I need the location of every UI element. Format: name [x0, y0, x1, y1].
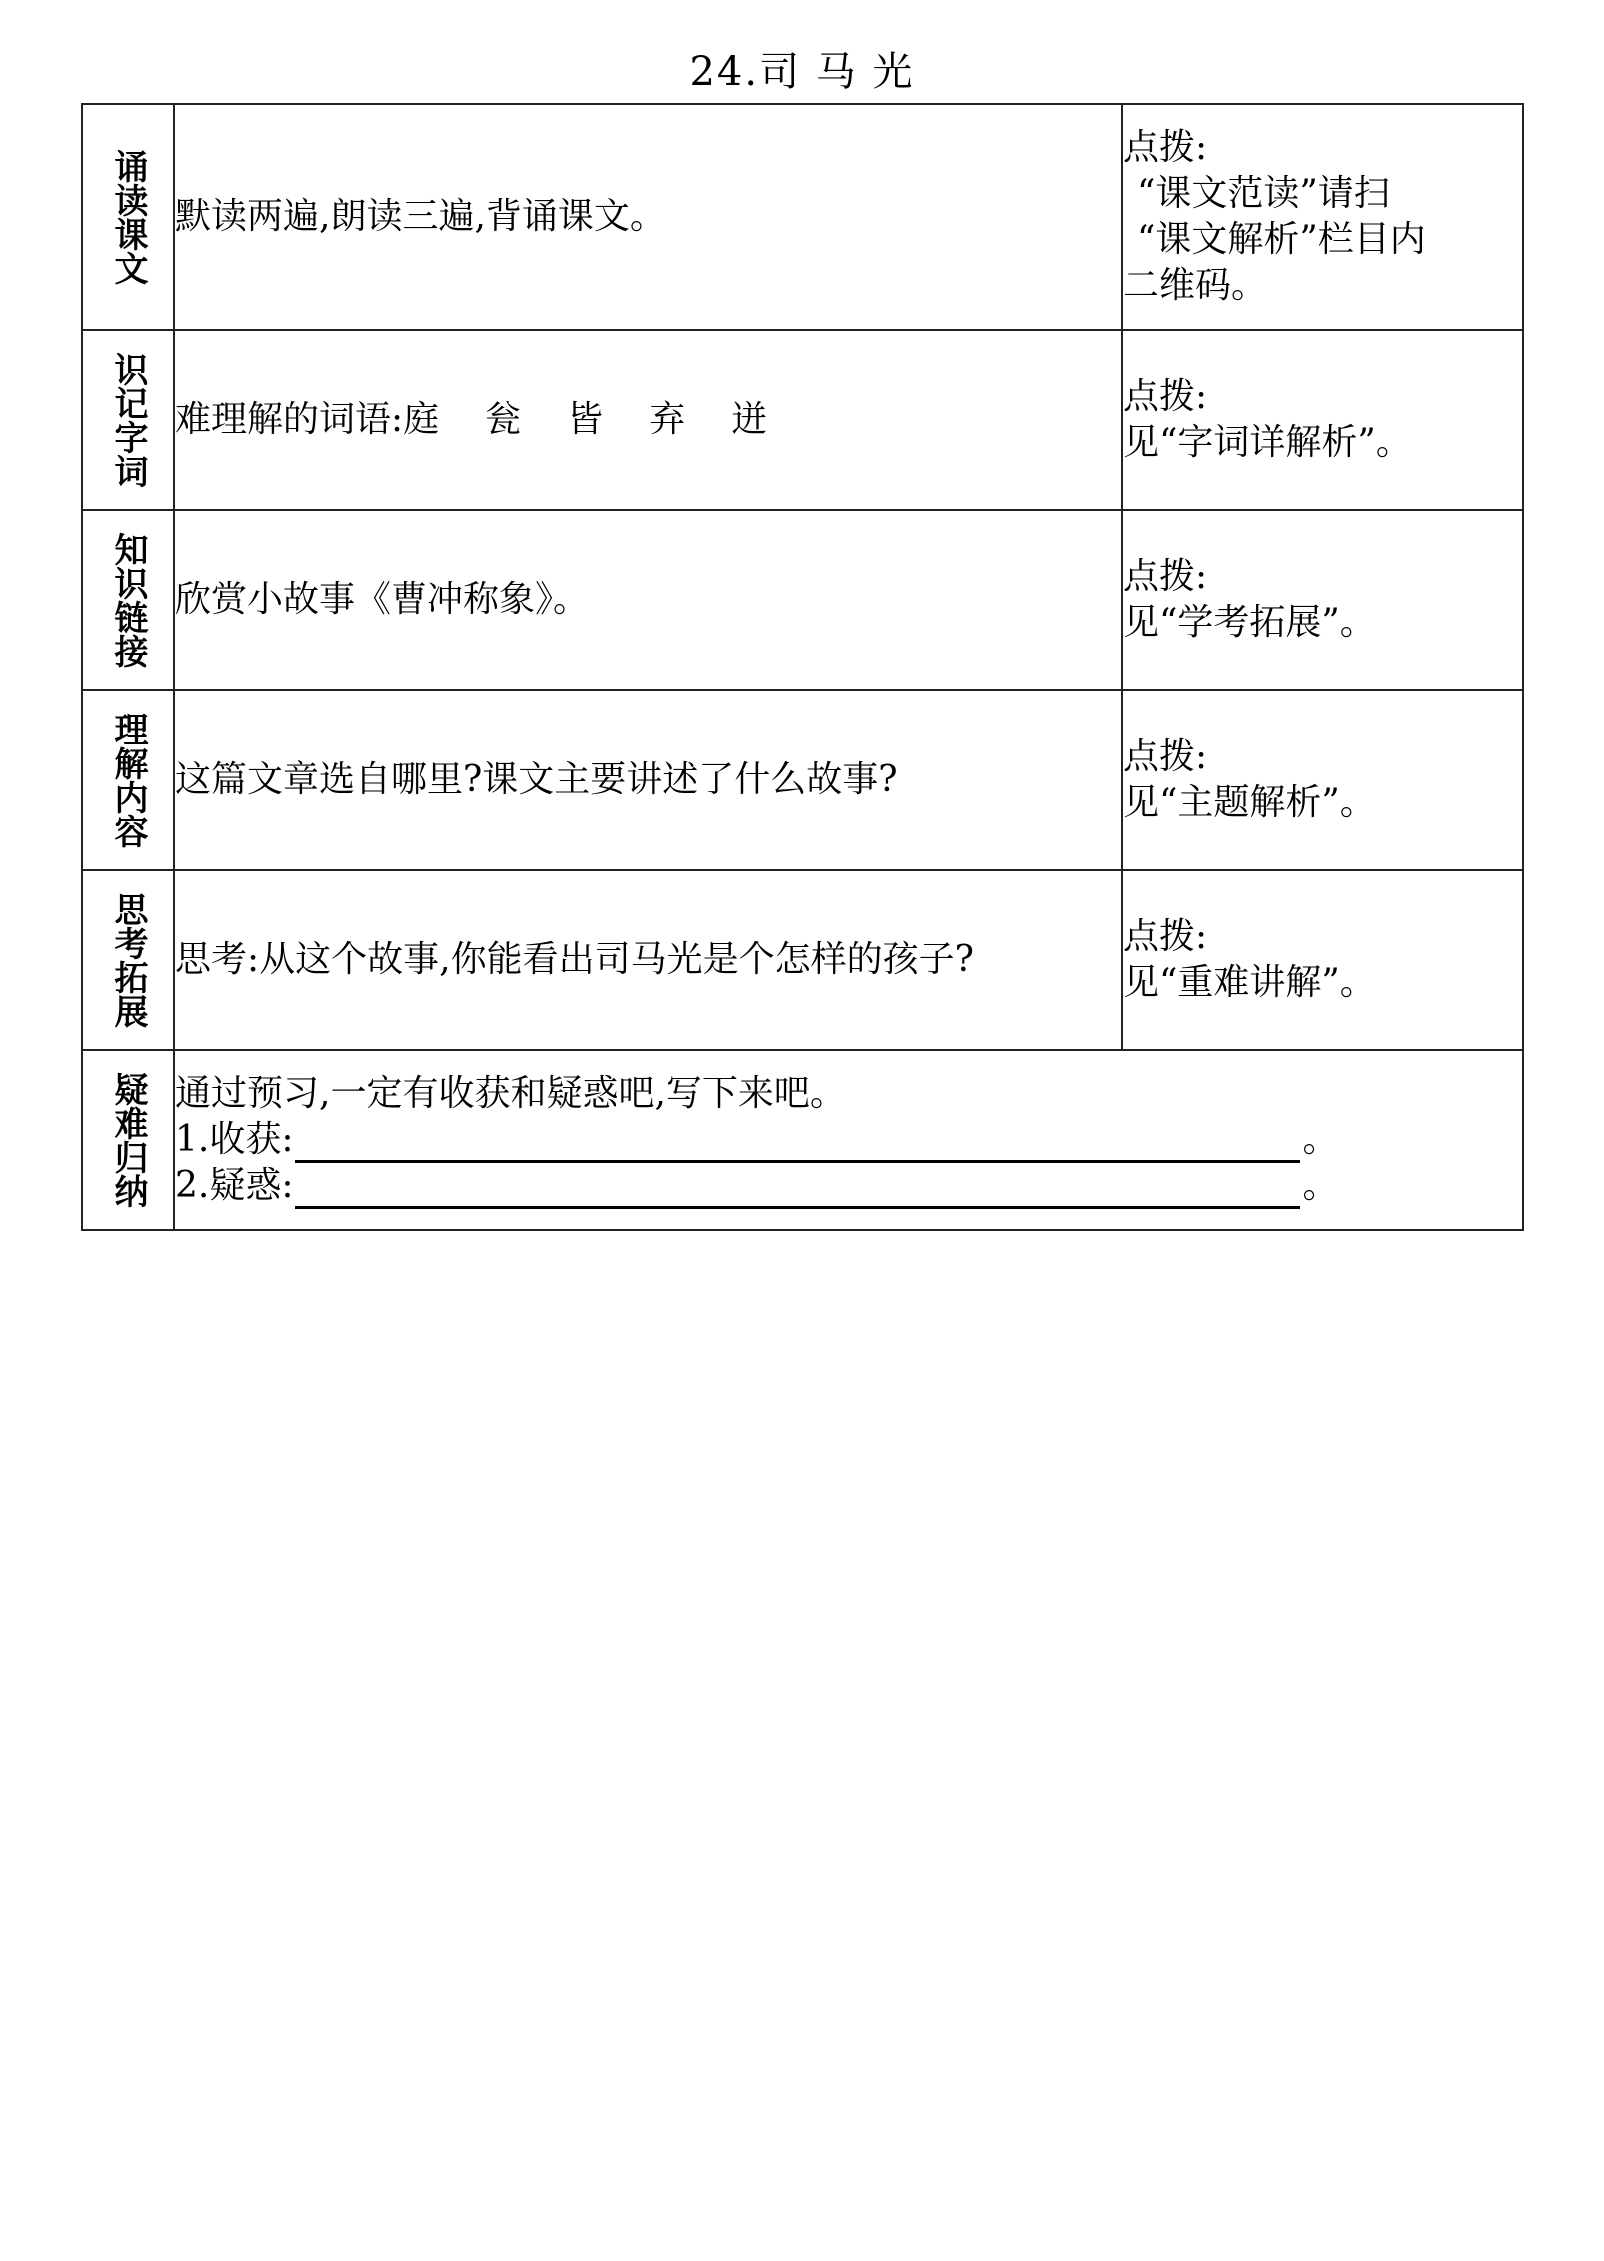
- tip-cell: [1122, 104, 1523, 330]
- tip-heading: 点拨:: [1123, 556, 1208, 597]
- vocab-word: 弃: [649, 399, 686, 440]
- vocab-word: 皆: [567, 399, 604, 440]
- vocab-word: 瓮: [485, 399, 522, 440]
- row-content: [174, 104, 1122, 330]
- tip-cell: [1122, 870, 1523, 1050]
- content-text: 默读两遍,朗读三遍,背诵课文。: [175, 196, 666, 237]
- row-label: 理解内容: [108, 712, 148, 848]
- gain-answer-line[interactable]: [295, 1122, 1300, 1163]
- tip-line: 见“学考拓展”。: [1123, 602, 1376, 643]
- row-content: [174, 870, 1122, 1050]
- table-row: [82, 1050, 1523, 1230]
- doubt-row: [175, 1163, 1522, 1209]
- row-label: 知识链接: [108, 532, 148, 668]
- row-label-cell: [82, 510, 174, 690]
- row-label-cell: [82, 690, 174, 870]
- content-prefix: 难理解的词语:: [175, 399, 404, 440]
- summary-intro: 通过预习,一定有收获和疑惑吧,写下来吧。: [175, 1073, 846, 1114]
- row-label: 疑难归纳: [108, 1072, 148, 1208]
- tip-heading: 点拨:: [1123, 916, 1208, 957]
- tip-line: “课文解析”栏目内: [1137, 219, 1426, 260]
- vocab-word: 庭: [403, 399, 440, 440]
- row-content: [174, 330, 1122, 510]
- row-label-cell: [82, 104, 174, 330]
- row-label-cell: [82, 1050, 174, 1230]
- tip-heading: 点拨:: [1123, 376, 1208, 417]
- tip-heading: 点拨:: [1123, 736, 1208, 777]
- doubt-end: 。: [1302, 1165, 1339, 1206]
- gain-row: [175, 1117, 1522, 1163]
- table-row: [82, 330, 1523, 510]
- row-label: 思考拓展: [108, 892, 148, 1028]
- tip-line: 二维码。: [1123, 265, 1268, 306]
- content-text: 这篇文章选自哪里?课文主要讲述了什么故事?: [175, 759, 898, 800]
- table-row: [82, 870, 1523, 1050]
- table-row: [82, 104, 1523, 330]
- doubt-label: 2.疑惑:: [175, 1165, 294, 1206]
- vocab-word: 迸: [731, 399, 768, 440]
- tip-cell: [1122, 510, 1523, 690]
- preview-table: [81, 103, 1524, 1231]
- row-label: 诵读课文: [108, 149, 148, 285]
- row-label-cell: [82, 870, 174, 1050]
- table-row: [82, 510, 1523, 690]
- row-content: [174, 510, 1122, 690]
- gain-label: 1.收获:: [175, 1119, 294, 1160]
- doubt-answer-line[interactable]: [295, 1168, 1300, 1209]
- table-row: [82, 690, 1523, 870]
- gain-end: 。: [1302, 1119, 1339, 1160]
- content-text: 思考:从这个故事,你能看出司马光是个怎样的孩子?: [175, 939, 974, 980]
- content-text: 欣赏小故事《曹冲称象》。: [175, 579, 590, 620]
- row-label-cell: [82, 330, 174, 510]
- tip-line: 见“字词详解析”。: [1123, 422, 1412, 463]
- tip-line: “课文范读”请扫: [1137, 173, 1390, 214]
- tip-cell: [1122, 690, 1523, 870]
- row-content: [174, 690, 1122, 870]
- tip-cell: [1122, 330, 1523, 510]
- page-title: 24.司 马 光: [689, 49, 915, 95]
- tip-line: 见“重难讲解”。: [1123, 962, 1376, 1003]
- row-label: 识记字词: [108, 352, 148, 488]
- summary-cell: [174, 1050, 1523, 1230]
- tip-line: 见“主题解析”。: [1123, 782, 1376, 823]
- tip-heading: 点拨:: [1123, 127, 1208, 168]
